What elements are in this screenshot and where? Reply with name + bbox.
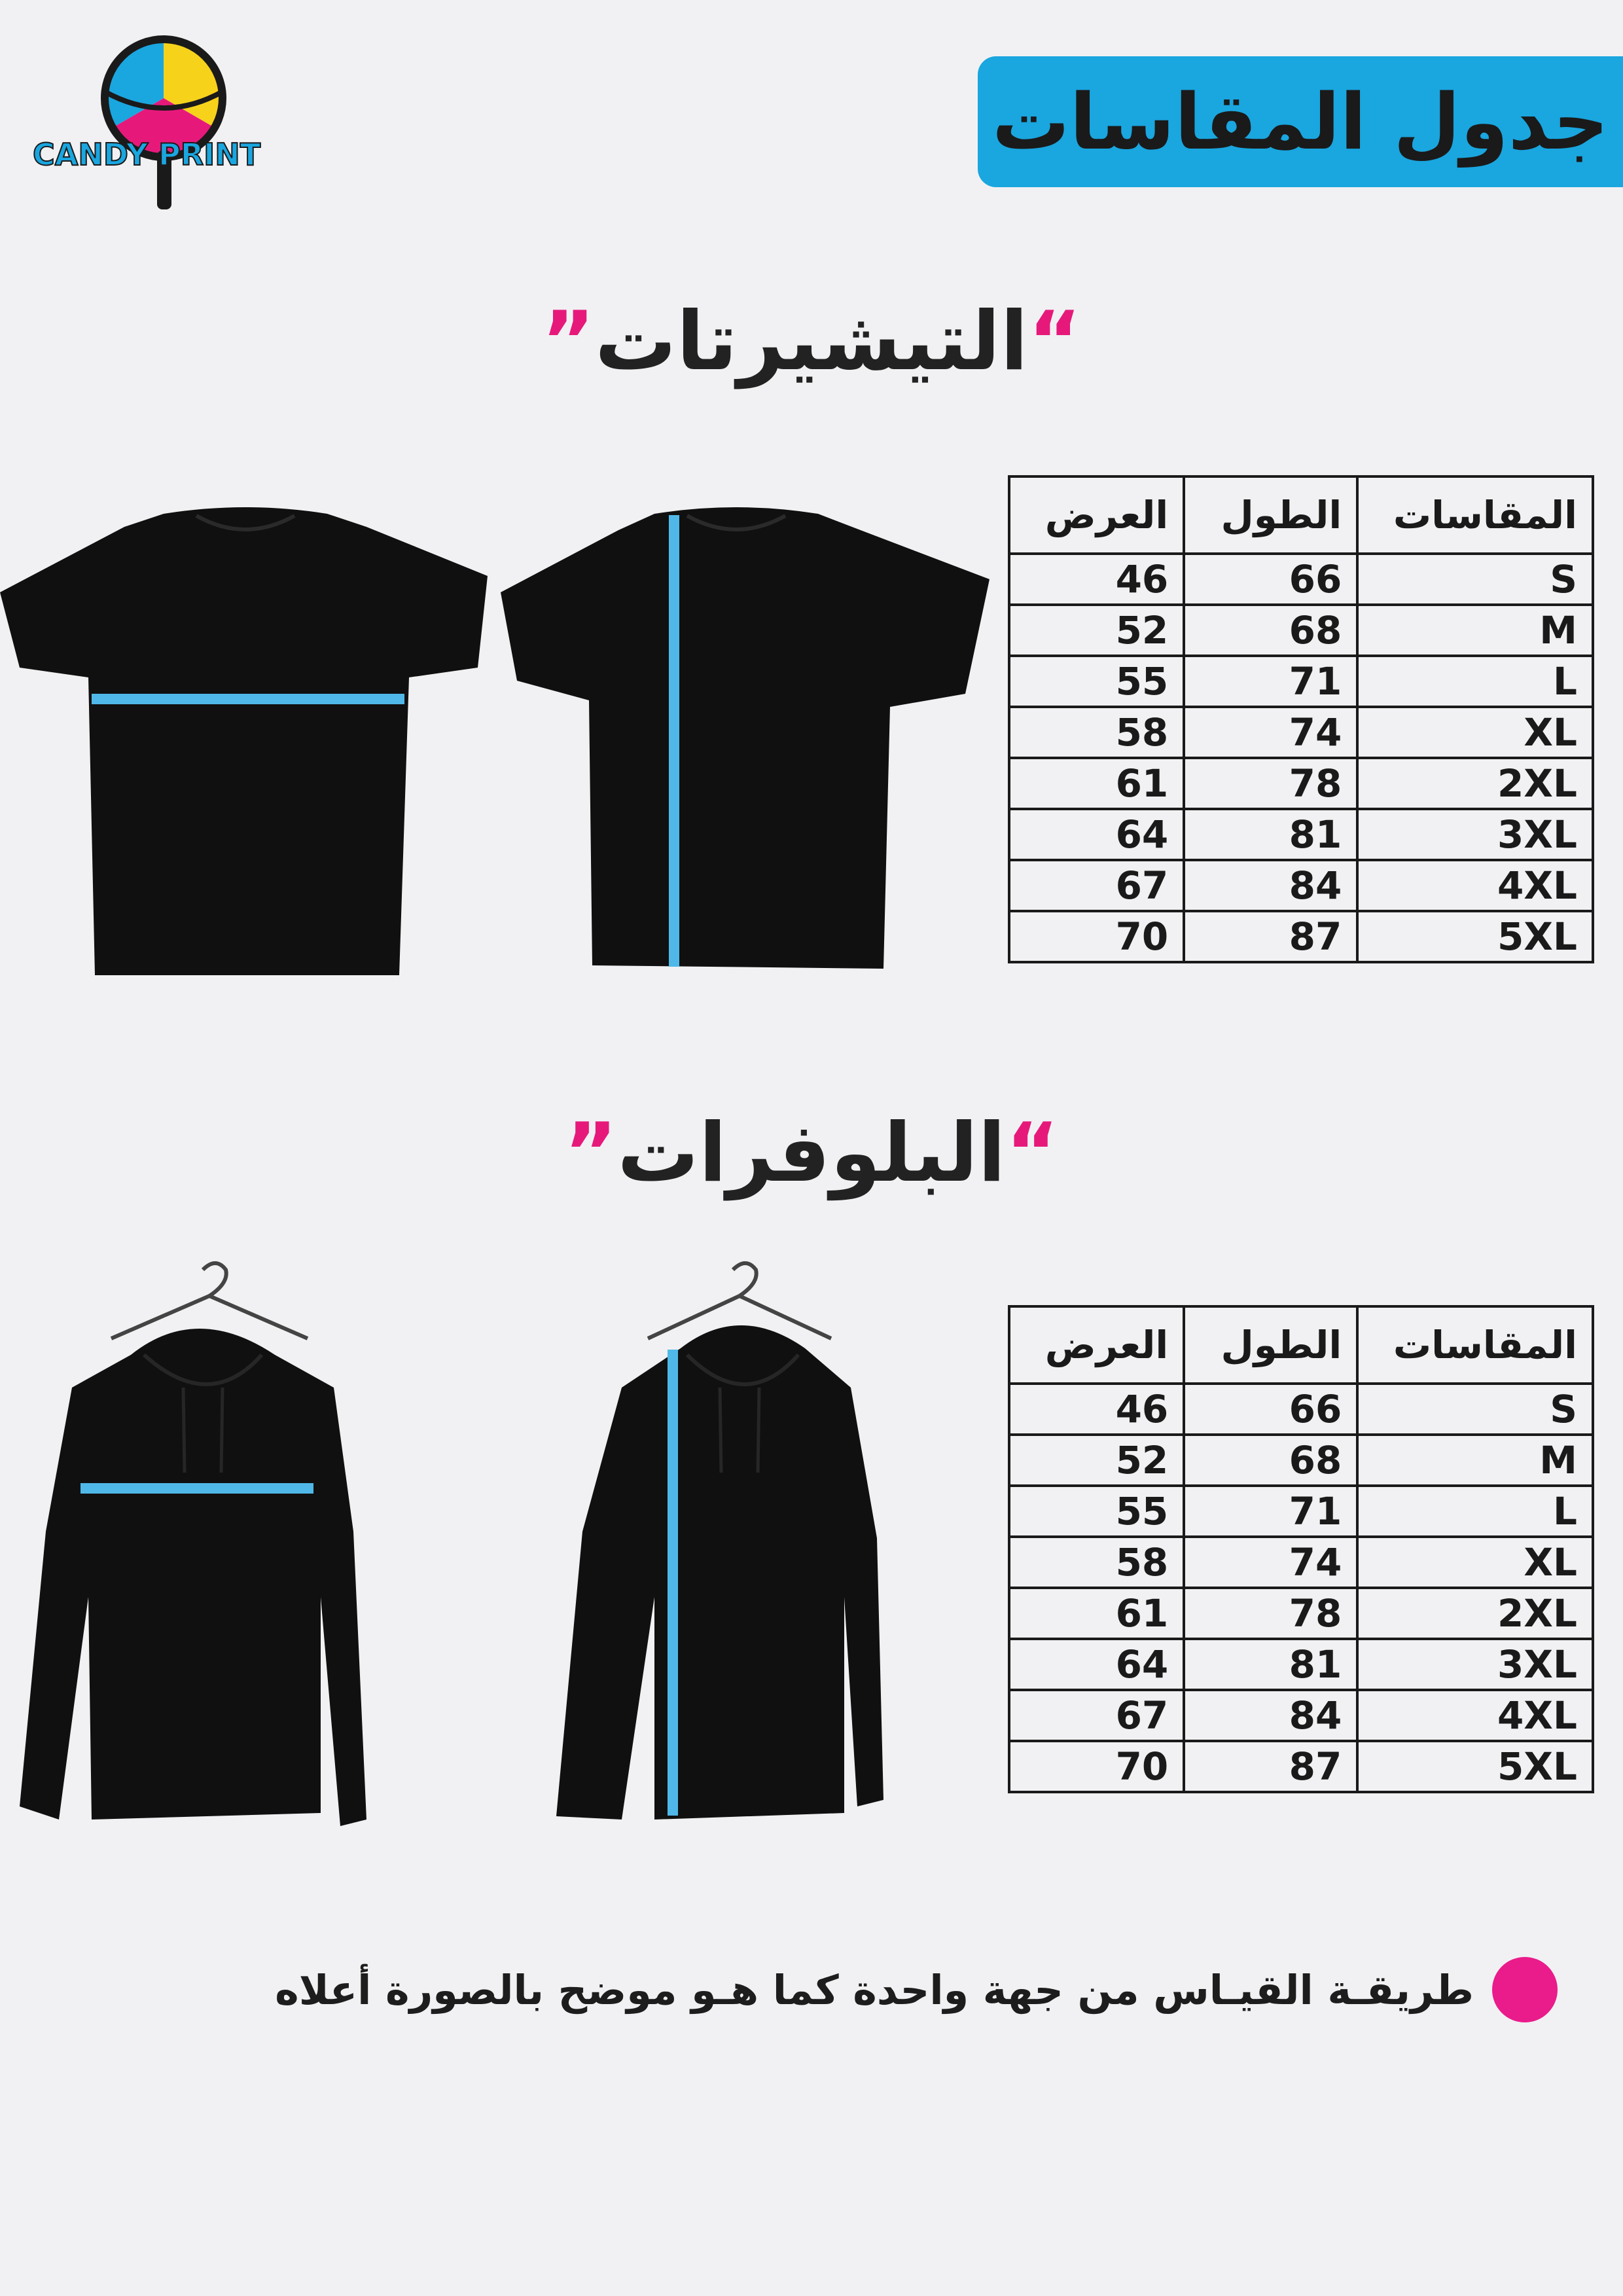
length-cell: 66: [1184, 554, 1357, 605]
width-cell: 55: [1009, 1486, 1184, 1537]
length-cell: 66: [1184, 1384, 1357, 1435]
size-cell: 2XL: [1357, 758, 1593, 809]
title-banner: [978, 56, 1623, 187]
length-cell: 78: [1184, 758, 1357, 809]
length-cell: 84: [1184, 860, 1357, 911]
length-cell: 87: [1184, 1741, 1357, 1792]
width-cell: 52: [1009, 605, 1184, 656]
hoodie-width-illustration: [13, 1257, 366, 1833]
tshirt-width-illustration: [0, 504, 491, 975]
table-row: [1009, 1537, 1593, 1588]
table-row: [1009, 605, 1593, 656]
table-row: [1009, 1384, 1593, 1435]
table-row: [1009, 860, 1593, 911]
column-header-length: الطول: [1184, 476, 1357, 554]
hoodie-heading-text: البلوفرات: [617, 1106, 1006, 1200]
size-cell: M: [1357, 1435, 1593, 1486]
table-row: [1009, 1435, 1593, 1486]
tshirt-section-heading: [0, 295, 1623, 389]
size-cell: L: [1357, 656, 1593, 707]
length-cell: 81: [1184, 1639, 1357, 1690]
hoodie-section-heading: [0, 1106, 1623, 1200]
width-cell: 61: [1009, 758, 1184, 809]
length-measure-line: [668, 1350, 678, 1816]
width-cell: 46: [1009, 1384, 1184, 1435]
length-cell: 87: [1184, 911, 1357, 962]
width-cell: 64: [1009, 1639, 1184, 1690]
length-cell: 68: [1184, 605, 1357, 656]
size-cell: L: [1357, 1486, 1593, 1537]
table-row: [1009, 554, 1593, 605]
table-header-row: [1009, 1306, 1593, 1384]
width-cell: 61: [1009, 1588, 1184, 1639]
pink-bullet-icon: [1492, 1957, 1558, 2022]
tshirt-heading-text: التيشيرتات: [595, 295, 1028, 389]
size-cell: 4XL: [1357, 860, 1593, 911]
table-row: [1009, 809, 1593, 860]
size-cell: XL: [1357, 707, 1593, 758]
size-cell: 2XL: [1357, 1588, 1593, 1639]
size-cell: 3XL: [1357, 1639, 1593, 1690]
tshirt-size-table: [1008, 475, 1594, 963]
length-measure-line: [669, 515, 679, 967]
width-cell: 70: [1009, 911, 1184, 962]
table-row: [1009, 911, 1593, 962]
width-cell: 58: [1009, 707, 1184, 758]
width-measure-line: [80, 1483, 313, 1494]
size-cell: 5XL: [1357, 1741, 1593, 1792]
length-cell: 81: [1184, 809, 1357, 860]
table-row: [1009, 1690, 1593, 1741]
length-cell: 71: [1184, 656, 1357, 707]
table-row: [1009, 1741, 1593, 1792]
length-cell: 71: [1184, 1486, 1357, 1537]
length-cell: 84: [1184, 1690, 1357, 1741]
hoodie-length-illustration: [543, 1257, 883, 1833]
table-header-row: [1009, 476, 1593, 554]
quote-close: ”: [541, 295, 596, 389]
tshirt-length-illustration: [497, 504, 995, 975]
length-cell: 74: [1184, 1537, 1357, 1588]
quote-open: “: [1027, 295, 1082, 389]
size-cell: XL: [1357, 1537, 1593, 1588]
table-row: [1009, 656, 1593, 707]
column-header-size: المقاسات: [1357, 476, 1593, 554]
length-cell: 68: [1184, 1435, 1357, 1486]
measurement-note: [275, 1957, 1558, 2022]
length-cell: 78: [1184, 1588, 1357, 1639]
width-cell: 58: [1009, 1537, 1184, 1588]
column-header-size: المقاسات: [1357, 1306, 1593, 1384]
size-cell: M: [1357, 605, 1593, 656]
length-cell: 74: [1184, 707, 1357, 758]
table-row: [1009, 1639, 1593, 1690]
table-row: [1009, 707, 1593, 758]
width-cell: 67: [1009, 860, 1184, 911]
table-row: [1009, 1588, 1593, 1639]
quote-close: ”: [563, 1106, 618, 1200]
width-cell: 64: [1009, 809, 1184, 860]
size-cell: S: [1357, 554, 1593, 605]
width-cell: 52: [1009, 1435, 1184, 1486]
page-title: جدول المقاسات: [991, 77, 1609, 167]
quote-open: “: [1005, 1106, 1060, 1200]
width-cell: 55: [1009, 656, 1184, 707]
width-cell: 67: [1009, 1690, 1184, 1741]
width-cell: 70: [1009, 1741, 1184, 1792]
candy-print-logo: [26, 26, 301, 216]
table-row: [1009, 1486, 1593, 1537]
logo-text-candy: CANDY PRINT: [33, 137, 261, 172]
table-row: [1009, 758, 1593, 809]
size-cell: 5XL: [1357, 911, 1593, 962]
note-text: طريقـة القيـاس من جهة واحدة كما هـو موضح بالصورة أعلاه: [275, 1965, 1474, 2014]
column-header-width: العرض: [1009, 476, 1184, 554]
column-header-width: العرض: [1009, 1306, 1184, 1384]
size-cell: 4XL: [1357, 1690, 1593, 1741]
width-cell: 46: [1009, 554, 1184, 605]
hoodie-size-table: [1008, 1305, 1594, 1793]
hanger-icon: [111, 1263, 308, 1338]
width-measure-line: [92, 694, 404, 704]
column-header-length: الطول: [1184, 1306, 1357, 1384]
size-cell: 3XL: [1357, 809, 1593, 860]
size-cell: S: [1357, 1384, 1593, 1435]
